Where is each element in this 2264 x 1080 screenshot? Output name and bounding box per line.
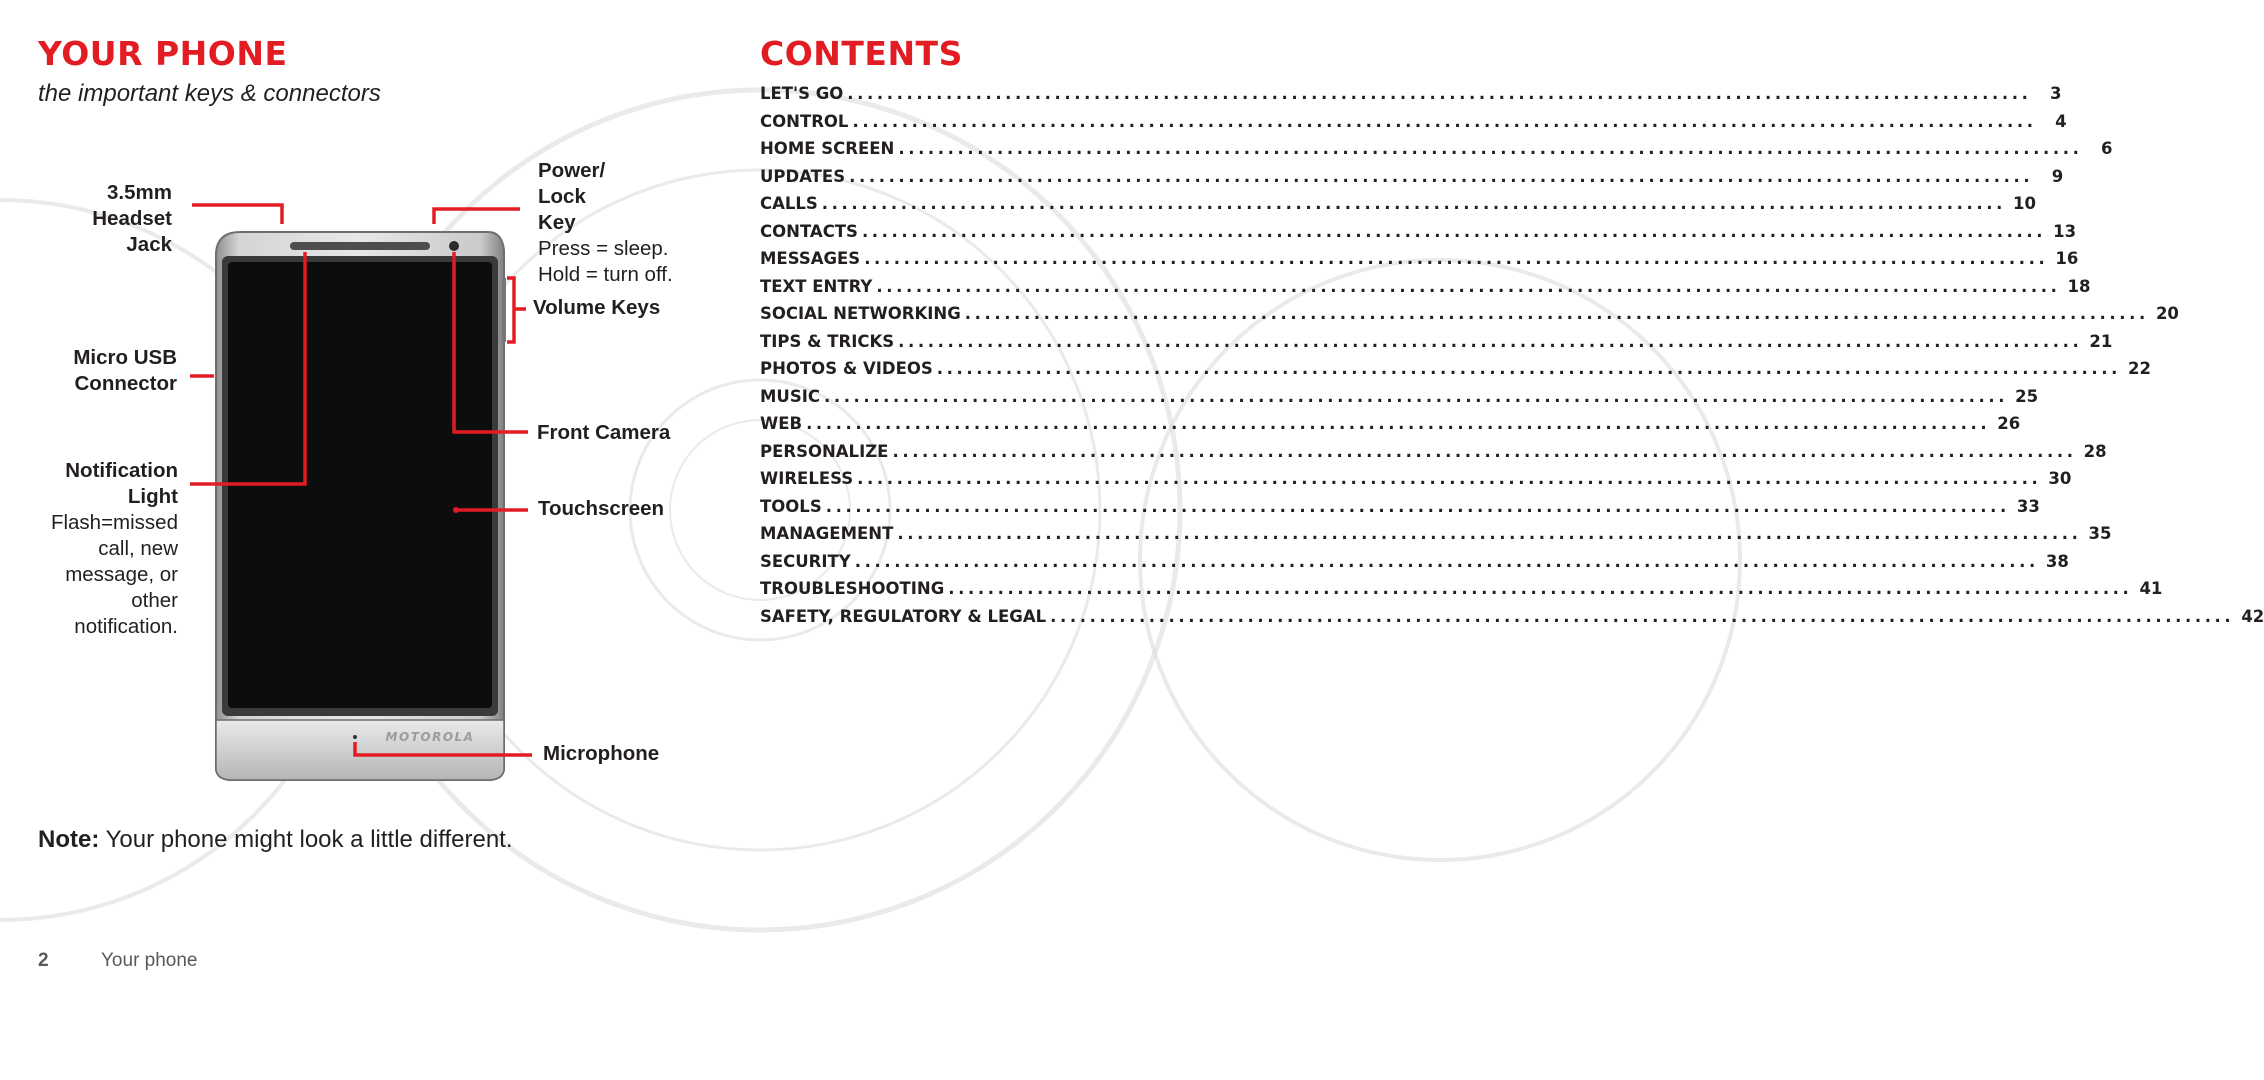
- toc-dots: ........................................................................................................................: [861, 221, 2047, 241]
- toc-item-label: WEB: [760, 414, 803, 433]
- toc-item-label: TOOLS: [760, 496, 822, 516]
- front-camera-lens: [449, 241, 459, 251]
- footer-section: Your phone: [101, 950, 198, 971]
- micro-usb-label: [27, 345, 177, 397]
- toc-dots: ........................................................................................................................: [898, 331, 2083, 351]
- toc-item[interactable]: [760, 304, 2179, 332]
- toc-item[interactable]: [760, 524, 2112, 552]
- toc-item-label: TEXT ENTRY: [760, 276, 873, 296]
- notification-light-title: Notification Light: [65, 459, 178, 508]
- toc-item[interactable]: [760, 111, 2067, 140]
- toc-item-page: 33: [2016, 496, 2040, 516]
- toc-item-label: SOCIAL NETWORKING: [760, 304, 961, 323]
- toc-dots: ........................................................................................................................: [1050, 606, 2235, 626]
- toc-item-page: 30: [2048, 469, 2072, 488]
- toc-item[interactable]: [760, 579, 2163, 607]
- toc-item-label: SECURITY: [760, 551, 851, 571]
- toc-dots: ........................................................................................................................: [892, 441, 2077, 461]
- touchscreen-text: Touchscreen: [538, 497, 665, 520]
- toc-item-label: CONTACTS: [760, 221, 858, 241]
- toc-dots: ........................................................................................................................: [821, 194, 2006, 213]
- toc-item[interactable]: [760, 496, 2040, 525]
- toc-dots: ........................................................................................................................: [864, 249, 2049, 268]
- toc-dots: ........................................................................................................................: [964, 304, 2149, 323]
- toc-item-label: MANAGEMENT: [760, 524, 894, 543]
- toc-item[interactable]: [760, 166, 2064, 195]
- toc-item-label: HOME SCREEN: [760, 139, 895, 158]
- toc-item-page: 3: [2049, 84, 2062, 103]
- toc-dots: ........................................................................................................................: [876, 276, 2061, 296]
- toc-item-label: PERSONALIZE: [760, 441, 889, 461]
- contents-title: CONTENTS: [760, 34, 963, 73]
- toc-dots: ........................................................................................................................: [823, 386, 2009, 406]
- toc-item-label: SAFETY, REGULATORY & LEGAL: [760, 606, 1047, 626]
- headset-callout-line: [192, 205, 282, 224]
- power-key-press: Press = sleep.: [538, 237, 669, 260]
- toc-item-page: 4: [2055, 111, 2067, 131]
- power-key-title: Power/ Lock Key: [538, 159, 606, 234]
- toc-item-page: 42: [2241, 606, 2264, 626]
- power-callout-line: [434, 209, 520, 224]
- micro-usb-text: Micro USB Connector: [73, 346, 177, 395]
- toc-item[interactable]: [760, 249, 2079, 277]
- toc-dots: ........................................................................................................................: [898, 139, 2083, 158]
- phone-chin: [216, 720, 504, 780]
- toc-item-label: TROUBLESHOOTING: [760, 579, 945, 598]
- microphone-label: [543, 741, 659, 767]
- microphone-hole: [353, 735, 357, 739]
- toc-item[interactable]: [760, 469, 2072, 497]
- power-key-label: [538, 158, 698, 288]
- toc-item[interactable]: [760, 194, 2036, 222]
- notification-light-desc: Flash=missed call, new message, or other notification.: [50, 511, 178, 638]
- toc-item[interactable]: [760, 359, 2151, 387]
- toc-item-page: 22: [2127, 359, 2151, 378]
- power-key-hold: Hold = turn off.: [538, 263, 673, 286]
- toc-dots: ........................................................................................................................: [806, 414, 1991, 433]
- toc-item-page: 6: [2101, 139, 2113, 158]
- toc-item-page: 35: [2088, 524, 2112, 543]
- toc-item-label: WIRELESS: [760, 469, 854, 488]
- toc-item-page: 26: [1997, 414, 2021, 433]
- toc-item[interactable]: [760, 551, 2069, 580]
- brand-logo: MOTOROLA: [385, 730, 475, 744]
- toc-item-label: UPDATES: [760, 166, 846, 186]
- volume-callout-bracket: [507, 278, 514, 342]
- headset-jack-text: 3.5mm Headset Jack: [92, 181, 172, 256]
- toc-item-page: 38: [2045, 551, 2069, 571]
- toc-item-page: 18: [2067, 276, 2091, 296]
- page-subtitle: the important keys & connectors: [38, 80, 381, 107]
- toc-dots: ........................................................................................................................: [852, 111, 2037, 131]
- toc-item[interactable]: [760, 606, 2264, 635]
- toc-item[interactable]: [760, 331, 2113, 360]
- contents-list: [760, 84, 2264, 634]
- toc-item-label: MESSAGES: [760, 249, 861, 268]
- touchscreen-label: [538, 496, 664, 522]
- toc-dots: ........................................................................................................................: [897, 524, 2082, 543]
- toc-item-page: 25: [2015, 386, 2039, 406]
- toc-item-page: 20: [2155, 304, 2179, 323]
- toc-item[interactable]: [760, 414, 2021, 442]
- toc-item-page: 21: [2089, 331, 2113, 351]
- page-number: 2: [38, 950, 49, 971]
- toc-item-label: TIPS & TRICKS: [760, 331, 895, 351]
- volume-keys-label: [533, 295, 660, 321]
- toc-dots: ........................................................................................................................: [847, 84, 2032, 103]
- toc-item-page: 10: [2013, 194, 2036, 213]
- toc-item-label: MUSIC: [760, 386, 820, 406]
- toc-dots: ........................................................................................................................: [849, 166, 2034, 186]
- toc-dots: ........................................................................................................................: [936, 359, 2121, 378]
- toc-item[interactable]: [760, 441, 2107, 470]
- toc-item[interactable]: [760, 276, 2091, 305]
- toc-dots: ........................................................................................................................: [854, 551, 2039, 571]
- toc-item-label: LET'S GO: [760, 84, 844, 103]
- toc-item[interactable]: [760, 221, 2077, 250]
- toc-item-label: CONTROL: [760, 111, 849, 131]
- front-camera-text: Front Camera: [537, 421, 671, 444]
- toc-item-page: 9: [2051, 166, 2064, 186]
- toc-item-label: PHOTOS & VIDEOS: [760, 359, 933, 378]
- toc-item-page: 16: [2055, 249, 2079, 268]
- microphone-text: Microphone: [543, 742, 660, 765]
- toc-item-page: 41: [2139, 579, 2163, 598]
- earpiece: [290, 242, 430, 250]
- toc-item[interactable]: [760, 84, 2062, 112]
- toc-item-page: 28: [2083, 441, 2107, 461]
- volume-keys: [502, 278, 506, 342]
- front-camera-label: [537, 420, 670, 446]
- note-text: Your phone might look a little different.: [99, 826, 513, 853]
- page-title: YOUR PHONE: [38, 34, 288, 73]
- toc-dots: ........................................................................................................................: [857, 469, 2042, 488]
- note: [38, 826, 513, 854]
- toc-item[interactable]: [760, 139, 2113, 167]
- toc-item[interactable]: [760, 386, 2039, 415]
- toc-dots: ........................................................................................................................: [825, 496, 2010, 516]
- toc-item-label: CALLS: [760, 194, 818, 213]
- note-label: Note:: [38, 826, 100, 853]
- toc-item-page: 13: [2053, 221, 2077, 241]
- toc-dots: ........................................................................................................................: [948, 579, 2133, 598]
- notification-light-label: [28, 458, 178, 640]
- volume-keys-text: Volume Keys: [533, 296, 661, 319]
- headset-jack-label: [42, 180, 172, 258]
